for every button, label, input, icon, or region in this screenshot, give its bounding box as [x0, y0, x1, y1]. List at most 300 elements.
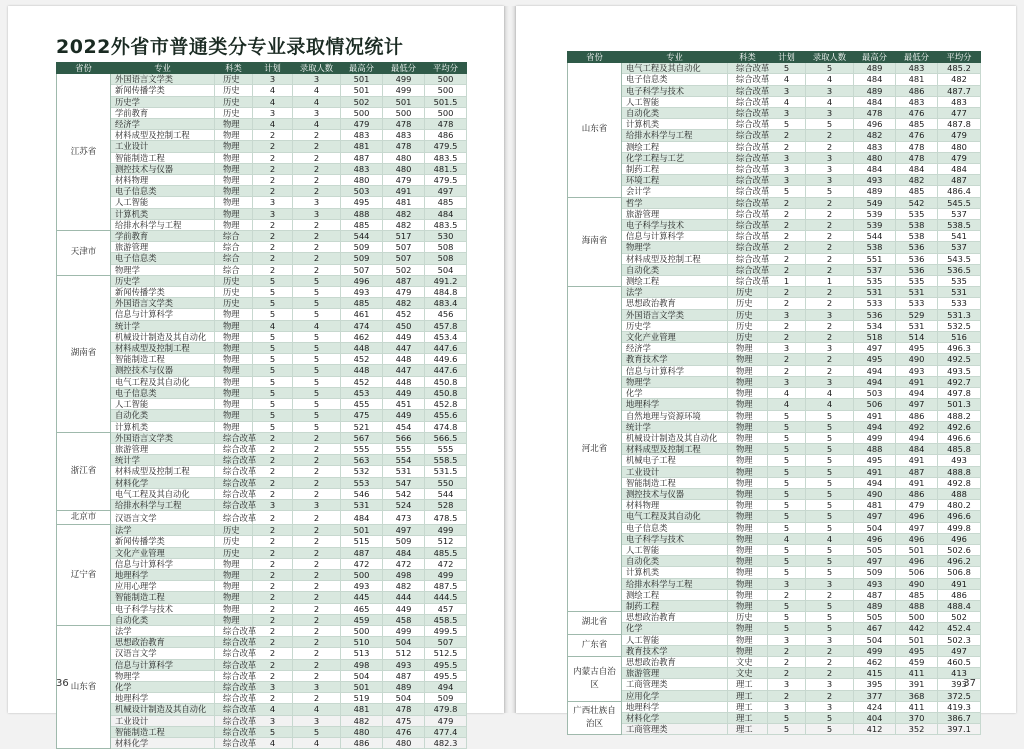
plan-cell: 3 [768, 701, 806, 712]
max-score-cell: 412 [854, 724, 896, 735]
table-row [568, 152, 981, 163]
plan-cell: 2 [253, 488, 293, 499]
major-cell: 自动化类 [622, 108, 728, 119]
table-row [568, 511, 981, 522]
max-score-cell: 480 [341, 726, 383, 737]
max-score-cell: 465 [341, 603, 383, 614]
plan-cell: 5 [253, 287, 293, 298]
max-score-cell: 377 [854, 690, 896, 701]
min-score-cell: 451 [383, 399, 425, 410]
subject-cell: 文史 [728, 656, 768, 667]
max-score-cell: 553 [341, 477, 383, 488]
major-cell: 自动化类 [622, 556, 728, 567]
header-min-score: 最低分 [896, 52, 938, 63]
min-score-cell: 481 [896, 74, 938, 85]
avg-score-cell: 487.7 [938, 85, 981, 96]
min-score-cell: 449 [383, 331, 425, 342]
max-score-cell: 493 [341, 581, 383, 592]
min-score-cell: 504 [383, 693, 425, 704]
table-row [568, 634, 981, 645]
min-score-cell: 485 [896, 186, 938, 197]
province-cell: 山东省 [568, 63, 622, 197]
min-score-cell: 448 [383, 376, 425, 387]
min-score-cell: 499 [383, 74, 425, 85]
max-score-cell: 500 [341, 625, 383, 636]
plan-cell: 3 [768, 343, 806, 354]
admitted-cell: 4 [806, 399, 854, 410]
min-score-cell: 483 [896, 63, 938, 74]
table-row [568, 264, 981, 275]
plan-cell: 2 [253, 264, 293, 275]
table-row [57, 558, 467, 569]
subject-cell: 综合改革 [728, 186, 768, 197]
major-cell: 应用心理学 [111, 581, 215, 592]
major-cell: 电子科学与技术 [622, 533, 728, 544]
min-score-cell: 476 [896, 130, 938, 141]
table-row [57, 432, 467, 443]
admitted-cell: 5 [806, 421, 854, 432]
plan-cell: 5 [768, 522, 806, 533]
plan-cell: 5 [768, 612, 806, 623]
subject-cell: 物理 [728, 544, 768, 555]
subject-cell: 综合改革 [728, 141, 768, 152]
table-row [568, 712, 981, 723]
admitted-cell: 4 [806, 533, 854, 544]
major-cell: 法学 [622, 287, 728, 298]
avg-score-cell: 449.6 [425, 354, 467, 365]
subject-cell: 物理 [728, 444, 768, 455]
plan-cell: 5 [253, 331, 293, 342]
admitted-cell: 1 [806, 276, 854, 287]
min-score-cell: 502 [383, 264, 425, 275]
min-score-cell: 480 [383, 152, 425, 163]
plan-cell: 3 [768, 309, 806, 320]
subject-cell: 综合改革 [215, 477, 253, 488]
table-row [57, 693, 467, 704]
avg-score-cell: 497 [425, 186, 467, 197]
table-row [57, 625, 467, 636]
subject-cell: 历史 [215, 525, 253, 536]
avg-score-cell: 372.5 [938, 690, 981, 701]
avg-score-cell: 507 [425, 637, 467, 648]
subject-cell: 物理 [728, 410, 768, 421]
admitted-cell: 4 [806, 74, 854, 85]
min-score-cell: 368 [896, 690, 938, 701]
plan-cell: 3 [768, 578, 806, 589]
major-cell: 自动化类 [622, 264, 728, 275]
avg-score-cell: 491 [938, 578, 981, 589]
subject-cell: 历史 [728, 332, 768, 343]
province-cell: 辽宁省 [57, 525, 111, 626]
min-score-cell: 494 [896, 388, 938, 399]
admitted-cell: 2 [806, 690, 854, 701]
min-score-cell: 491 [383, 186, 425, 197]
major-cell: 物理学 [111, 264, 215, 275]
major-cell: 电子信息类 [111, 186, 215, 197]
admitted-cell: 2 [293, 253, 341, 264]
avg-score-cell: 477 [938, 108, 981, 119]
province-cell: 山东省 [57, 625, 111, 748]
avg-score-cell: 555 [425, 443, 467, 454]
header-major: 专业 [111, 63, 215, 74]
table-row [57, 704, 467, 715]
min-score-cell: 486 [896, 488, 938, 499]
plan-cell: 3 [768, 634, 806, 645]
admitted-cell: 5 [806, 444, 854, 455]
max-score-cell: 489 [854, 186, 896, 197]
max-score-cell: 544 [854, 231, 896, 242]
major-cell: 汉语言文学 [111, 648, 215, 659]
plan-cell: 5 [253, 399, 293, 410]
plan-cell: 2 [253, 253, 293, 264]
max-score-cell: 489 [854, 600, 896, 611]
major-cell: 电子信息类 [622, 74, 728, 85]
admitted-cell: 2 [293, 614, 341, 625]
plan-cell: 2 [768, 208, 806, 219]
plan-cell: 5 [768, 410, 806, 421]
avg-score-cell: 496.6 [938, 432, 981, 443]
min-score-cell: 497 [383, 525, 425, 536]
subject-cell: 历史 [215, 298, 253, 309]
major-cell: 统计学 [111, 320, 215, 331]
major-cell: 工商管理类 [622, 724, 728, 735]
subject-cell: 历史 [215, 85, 253, 96]
min-score-cell: 491 [896, 477, 938, 488]
min-score-cell: 482 [383, 298, 425, 309]
avg-score-cell: 500 [425, 107, 467, 118]
major-cell: 信息与计算科学 [111, 309, 215, 320]
avg-score-cell: 531.3 [938, 309, 981, 320]
admitted-cell: 5 [806, 600, 854, 611]
subject-cell: 综合改革 [215, 488, 253, 499]
plan-cell: 5 [253, 309, 293, 320]
major-cell: 电子科学与技术 [622, 220, 728, 231]
plan-cell: 2 [768, 141, 806, 152]
subject-cell: 物理 [728, 600, 768, 611]
subject-cell: 历史 [728, 309, 768, 320]
subject-cell: 物理 [215, 119, 253, 130]
max-score-cell: 481 [854, 500, 896, 511]
admitted-cell: 5 [806, 119, 854, 130]
subject-cell: 综合 [215, 264, 253, 275]
max-score-cell: 475 [341, 410, 383, 421]
admitted-cell: 4 [806, 96, 854, 107]
max-score-cell: 536 [854, 309, 896, 320]
subject-cell: 物理 [728, 533, 768, 544]
table-row [57, 637, 467, 648]
max-score-cell: 483 [854, 141, 896, 152]
min-score-cell: 479 [383, 175, 425, 186]
avg-score-cell: 482 [938, 74, 981, 85]
plan-cell: 2 [253, 175, 293, 186]
major-cell: 学前教育 [111, 231, 215, 242]
plan-cell: 2 [768, 253, 806, 264]
admitted-cell: 5 [293, 410, 341, 421]
min-score-cell: 501 [896, 544, 938, 555]
plan-cell: 5 [768, 600, 806, 611]
subject-cell: 历史 [215, 287, 253, 298]
table-row [568, 197, 981, 208]
admitted-cell: 3 [293, 499, 341, 510]
min-score-cell: 555 [383, 443, 425, 454]
subject-cell: 物理 [215, 163, 253, 174]
major-cell: 电气工程及其自动化 [622, 511, 728, 522]
max-score-cell: 483 [341, 163, 383, 174]
admitted-cell: 2 [293, 547, 341, 558]
min-score-cell: 493 [896, 365, 938, 376]
avg-score-cell: 477.4 [425, 726, 467, 737]
subject-cell: 综合改革 [728, 74, 768, 85]
plan-cell: 5 [768, 119, 806, 130]
admitted-cell: 4 [293, 737, 341, 748]
avg-score-cell: 479 [938, 152, 981, 163]
max-score-cell: 452 [341, 354, 383, 365]
max-score-cell: 484 [854, 74, 896, 85]
subject-cell: 综合改革 [215, 670, 253, 681]
admitted-cell: 2 [293, 603, 341, 614]
major-cell: 电子科学与技术 [111, 603, 215, 614]
admitted-cell: 2 [806, 220, 854, 231]
plan-cell: 4 [253, 96, 293, 107]
min-score-cell: 449 [383, 410, 425, 421]
plan-cell: 3 [253, 74, 293, 85]
major-cell: 物理学 [622, 376, 728, 387]
avg-score-cell: 544 [425, 488, 467, 499]
admitted-cell: 3 [293, 681, 341, 692]
admitted-cell: 2 [293, 670, 341, 681]
avg-score-cell: 485.2 [938, 63, 981, 74]
plan-cell: 4 [253, 320, 293, 331]
plan-cell: 2 [253, 141, 293, 152]
max-score-cell: 502 [341, 96, 383, 107]
table-row [57, 592, 467, 603]
avg-score-cell: 484.8 [425, 287, 467, 298]
table-row [568, 668, 981, 679]
avg-score-cell: 493.5 [938, 365, 981, 376]
max-score-cell: 501 [341, 681, 383, 692]
admitted-cell: 5 [806, 432, 854, 443]
avg-score-cell: 480 [938, 141, 981, 152]
avg-score-cell: 488.4 [938, 600, 981, 611]
max-score-cell: 491 [854, 410, 896, 421]
admitted-cell: 3 [806, 309, 854, 320]
max-score-cell: 494 [854, 376, 896, 387]
min-score-cell: 480 [383, 163, 425, 174]
table-row [57, 681, 467, 692]
max-score-cell: 494 [854, 421, 896, 432]
admitted-cell: 2 [293, 569, 341, 580]
major-cell: 电气工程及其自动化 [622, 63, 728, 74]
province-cell: 海南省 [568, 197, 622, 287]
admitted-cell: 2 [293, 637, 341, 648]
min-score-cell: 499 [383, 625, 425, 636]
subject-cell: 物理 [215, 152, 253, 163]
subject-cell: 历史 [728, 287, 768, 298]
major-cell: 教育技术学 [622, 354, 728, 365]
subject-cell: 综合改革 [728, 175, 768, 186]
subject-cell: 综合改革 [215, 648, 253, 659]
avg-score-cell: 501.3 [938, 399, 981, 410]
table-row [568, 332, 981, 343]
major-cell: 电子信息类 [622, 522, 728, 533]
avg-score-cell: 458.5 [425, 614, 467, 625]
table-row [57, 569, 467, 580]
table-row [57, 163, 467, 174]
max-score-cell: 513 [341, 648, 383, 659]
max-score-cell: 493 [854, 578, 896, 589]
admission-table-left [56, 62, 467, 749]
subject-cell: 物理 [728, 623, 768, 634]
avg-score-cell: 531 [938, 287, 981, 298]
plan-cell: 3 [253, 107, 293, 118]
major-cell: 材料化学 [111, 737, 215, 748]
major-cell: 教育技术学 [622, 645, 728, 656]
avg-score-cell: 492.8 [938, 477, 981, 488]
max-score-cell: 448 [341, 365, 383, 376]
table-row [57, 715, 467, 726]
plan-cell: 5 [253, 410, 293, 421]
plan-cell: 2 [253, 163, 293, 174]
major-cell: 法学 [111, 525, 215, 536]
plan-cell: 2 [768, 130, 806, 141]
max-score-cell: 491 [854, 466, 896, 477]
admitted-cell: 4 [293, 704, 341, 715]
max-score-cell: 484 [854, 96, 896, 107]
max-score-cell: 505 [854, 612, 896, 623]
subject-cell: 物理 [728, 500, 768, 511]
admitted-cell: 2 [806, 231, 854, 242]
admitted-cell: 5 [806, 477, 854, 488]
max-score-cell: 493 [341, 287, 383, 298]
max-score-cell: 505 [854, 544, 896, 555]
plan-cell: 5 [768, 421, 806, 432]
min-score-cell: 514 [896, 332, 938, 343]
table-row [568, 175, 981, 186]
avg-score-cell: 508 [425, 253, 467, 264]
subject-cell: 物理 [215, 320, 253, 331]
table-row [57, 119, 467, 130]
min-score-cell: 506 [896, 567, 938, 578]
major-cell: 计算机类 [622, 119, 728, 130]
table-row [568, 421, 981, 432]
avg-score-cell: 486 [425, 130, 467, 141]
major-cell: 化学 [622, 388, 728, 399]
avg-score-cell: 447.6 [425, 343, 467, 354]
left-page [8, 6, 504, 748]
avg-score-cell: 483.5 [425, 152, 467, 163]
plan-cell: 2 [768, 645, 806, 656]
max-score-cell: 504 [854, 522, 896, 533]
header-max-score: 最高分 [341, 63, 383, 74]
table-row [57, 614, 467, 625]
min-score-cell: 492 [896, 421, 938, 432]
table-row [57, 511, 467, 525]
table-row [57, 231, 467, 242]
header-province: 省份 [568, 52, 622, 63]
avg-score-cell: 492.7 [938, 376, 981, 387]
max-score-cell: 500 [341, 107, 383, 118]
avg-score-cell: 485.8 [938, 444, 981, 455]
province-cell: 湖北省 [568, 612, 622, 634]
admitted-cell: 5 [293, 421, 341, 432]
table-row [568, 544, 981, 555]
avg-score-cell: 488.2 [938, 410, 981, 421]
plan-cell: 3 [253, 681, 293, 692]
avg-score-cell: 478.5 [425, 511, 467, 525]
subject-cell: 理工 [728, 679, 768, 690]
min-score-cell: 501 [383, 96, 425, 107]
subject-cell: 历史 [728, 612, 768, 623]
major-cell: 材料成型及控制工程 [111, 466, 215, 477]
max-score-cell: 484 [341, 511, 383, 525]
avg-score-cell: 496 [938, 533, 981, 544]
table-body-left [57, 74, 467, 749]
avg-score-cell: 558.5 [425, 455, 467, 466]
subject-cell: 物理 [215, 343, 253, 354]
min-score-cell: 449 [383, 387, 425, 398]
table-row [568, 690, 981, 701]
min-score-cell: 497 [896, 399, 938, 410]
province-cell: 江苏省 [57, 74, 111, 231]
max-score-cell: 459 [341, 614, 383, 625]
max-score-cell: 424 [854, 701, 896, 712]
subject-cell: 综合改革 [215, 693, 253, 704]
avg-score-cell: 537 [938, 242, 981, 253]
plan-cell: 4 [768, 399, 806, 410]
avg-score-cell: 532.5 [938, 320, 981, 331]
plan-cell: 2 [253, 231, 293, 242]
subject-cell: 物理 [215, 331, 253, 342]
table-row [57, 175, 467, 186]
subject-cell: 综合改革 [728, 242, 768, 253]
subject-cell: 历史 [215, 547, 253, 558]
subject-cell: 历史 [215, 275, 253, 286]
admitted-cell: 2 [806, 320, 854, 331]
major-cell: 人工智能 [622, 544, 728, 555]
min-score-cell: 484 [383, 547, 425, 558]
avg-score-cell: 484 [938, 164, 981, 175]
min-score-cell: 458 [383, 614, 425, 625]
subject-cell: 综合改革 [215, 681, 253, 692]
subject-cell: 综合改革 [215, 511, 253, 525]
major-cell: 人工智能 [111, 197, 215, 208]
max-score-cell: 555 [341, 443, 383, 454]
admitted-cell: 2 [293, 130, 341, 141]
subject-cell: 物理 [215, 558, 253, 569]
min-score-cell: 482 [896, 175, 938, 186]
table-row [568, 589, 981, 600]
plan-cell: 5 [768, 488, 806, 499]
subject-cell: 物理 [728, 634, 768, 645]
admitted-cell: 2 [806, 264, 854, 275]
min-score-cell: 536 [896, 253, 938, 264]
admitted-cell: 2 [293, 175, 341, 186]
admitted-cell: 3 [806, 376, 854, 387]
avg-score-cell: 483.5 [425, 219, 467, 230]
max-score-cell: 533 [854, 298, 896, 309]
major-cell: 计算机类 [622, 567, 728, 578]
table-row [57, 536, 467, 547]
subject-cell: 综合改革 [215, 737, 253, 748]
major-cell: 旅游管理 [622, 208, 728, 219]
avg-score-cell: 482.3 [425, 737, 467, 748]
max-score-cell: 499 [854, 645, 896, 656]
avg-score-cell: 495.5 [425, 659, 467, 670]
table-row [57, 581, 467, 592]
avg-score-cell: 444.5 [425, 592, 467, 603]
min-score-cell: 480 [383, 737, 425, 748]
plan-cell: 4 [768, 74, 806, 85]
